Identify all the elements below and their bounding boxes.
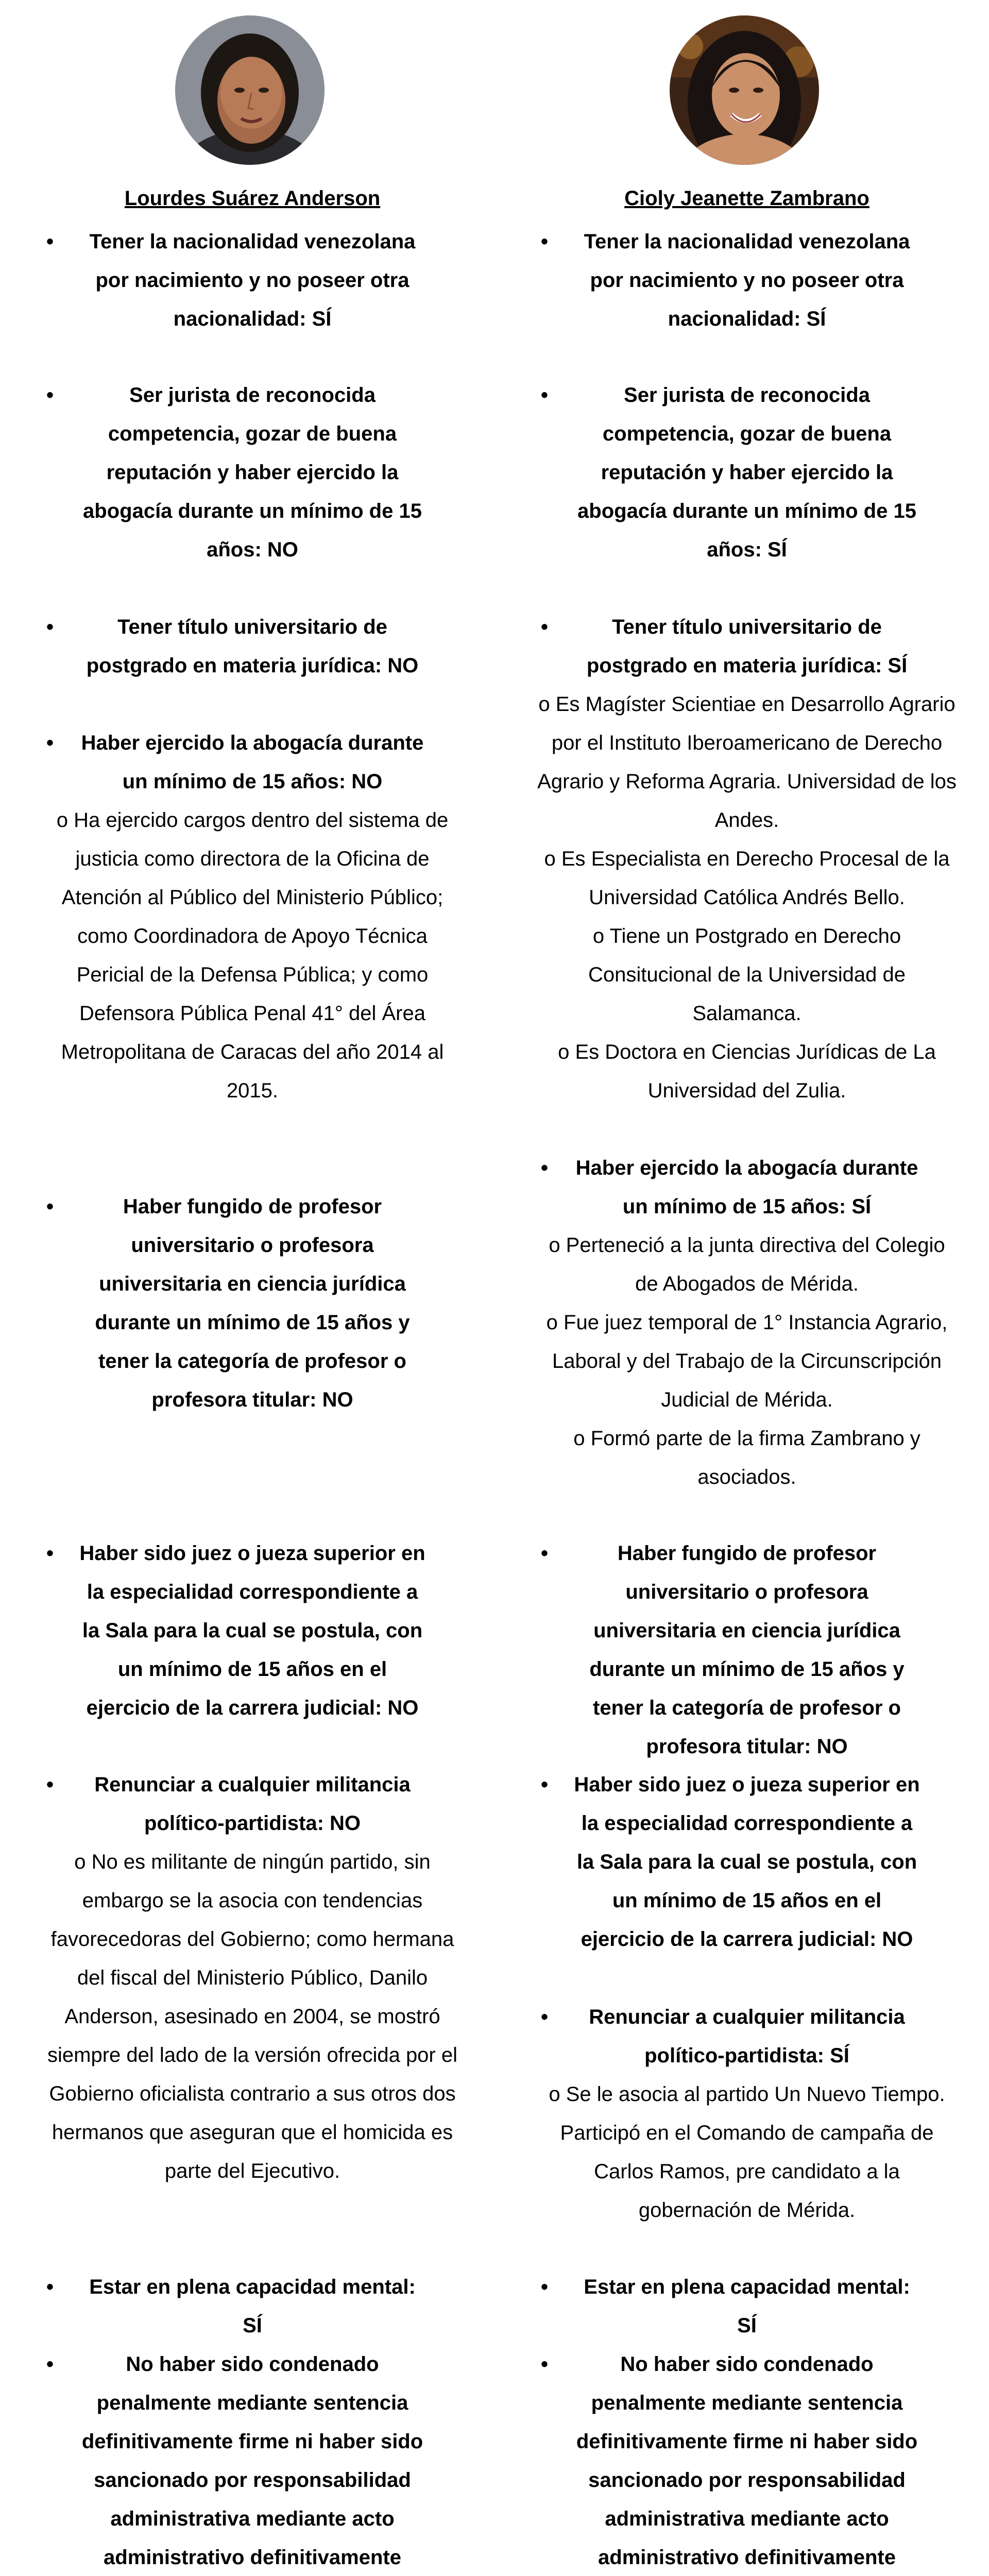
bullet-icon: • <box>541 616 549 638</box>
requirement-item <box>536 376 958 569</box>
bullet-icon: • <box>46 384 54 406</box>
requirement-text: Haber fungido de profesor universitario o profesora universitaria en ciencia jurídica durante un mínimo de 15 años y tener la categoría de profesor o profesora titular: NO <box>589 1542 905 1758</box>
requirement-text: Estar en plena capacidad mental: SÍ <box>89 2276 416 2337</box>
requirement-item <box>536 2345 958 2576</box>
requirement-block <box>41 1188 464 1419</box>
requirement-item <box>41 223 464 338</box>
bullet-icon: • <box>541 230 549 253</box>
requirement-item <box>536 2268 958 2345</box>
bullet-icon: • <box>541 1542 549 1565</box>
requirement-item <box>536 1534 958 1766</box>
requirement-block <box>41 1766 464 2191</box>
avatar-cioly-zambrano <box>670 15 819 165</box>
candidate-name: Cioly Jeanette Zambrano <box>624 187 869 210</box>
bullet-icon: • <box>46 230 54 253</box>
requirement-item <box>41 724 464 801</box>
requirement-text: Tener título universitario de postgrado en materia jurídica: SÍ <box>586 616 908 677</box>
requirement-item <box>41 2345 464 2576</box>
requirement-item <box>536 1766 958 1959</box>
requirement-text: Haber ejercido la abogacía durante un mínimo de 15 años: NO <box>81 732 424 793</box>
bullet-icon: • <box>46 1542 54 1565</box>
requirement-block <box>536 1149 958 1497</box>
detail-item: o Fue juez temporal de 1° Instancia Agrario, Laboral y del Trabajo de la Circunscripción Judicial de Mérida. <box>546 1311 948 1411</box>
requirement-block <box>41 376 464 569</box>
bullet-icon: • <box>46 2353 54 2376</box>
bullet-icon: • <box>46 1773 54 1796</box>
avatar-lourdes-suarez <box>175 15 325 165</box>
detail-item: o Es Especialista en Derecho Procesal de la Universidad Católica Andrés Bello. <box>544 848 950 909</box>
requirement-text: Tener la nacionalidad venezolana por nacimiento y no poseer otra nacionalidad: SÍ <box>89 230 416 330</box>
bullet-icon: • <box>541 2006 549 2028</box>
requirement-item <box>41 376 464 569</box>
requirement-text: Estar en plena capacidad mental: SÍ <box>584 2276 910 2337</box>
requirement-text: Haber sido juez o jueza superior en la especialidad correspondiente a la Sala para la cual se postula, con un mínimo de 15 años en el ejercicio de la carrera judicial: NO <box>574 1773 920 1951</box>
requirement-block <box>536 1998 958 2230</box>
requirement-block <box>536 2345 958 2576</box>
requirement-block <box>536 2268 958 2345</box>
requirement-block <box>536 1534 958 1766</box>
detail-item: o Perteneció a la junta directiva del Colegio de Abogados de Mérida. <box>549 1234 945 1295</box>
requirement-text: Renunciar a cualquier militancia político-partidista: NO <box>94 1773 411 1835</box>
bullet-icon: • <box>46 616 54 638</box>
requirement-item <box>41 1188 464 1419</box>
bullet-icon: • <box>541 384 549 406</box>
bullet-icon: • <box>541 1773 549 1796</box>
requirement-item <box>41 608 464 685</box>
requirement-block <box>536 376 958 569</box>
requirement-text: Tener la nacionalidad venezolana por nacimiento y no poseer otra nacionalidad: SÍ <box>584 230 910 330</box>
requirement-block <box>41 2345 464 2576</box>
detail-item: o Es Magíster Scientiae en Desarrollo Agrario por el Instituto Iberoamericano de Derecho Agrario y Reforma Agraria. Universidad de los Andes. <box>537 693 957 832</box>
bullet-icon: • <box>46 2276 54 2298</box>
requirement-text: Tener título universitario de postgrado en materia jurídica: NO <box>86 616 419 677</box>
requirement-item <box>536 223 958 338</box>
requirement-text: No haber sido condenado penalmente mediante sentencia definitivamente firme ni haber sido sancionado por responsabilidad administrativa mediante acto administrativo definitivamente <box>81 2353 423 2569</box>
bullet-icon: • <box>46 1195 54 1218</box>
requirement-item <box>41 2268 464 2345</box>
requirement-text: Renunciar a cualquier militancia político-partidista: SÍ <box>589 2006 905 2067</box>
requirement-text: No haber sido condenado penalmente mediante sentencia definitivamente firme ni haber sido sancionado por responsabilidad administrativa mediante acto administrativo definitivamente <box>576 2353 918 2569</box>
requirement-block <box>41 2268 464 2345</box>
detail-item: o Ha ejercido cargos dentro del sistema de justicia como directora de la Oficina de Atención al Público del Ministerio Público; como Coordinadora de Apoyo Técnica Pericial de la Defensa Pública; y como Defensora Pública Penal 41° del Área Metropolitana de Caracas del año 2014 al 2015. <box>56 809 449 1102</box>
detail-item: o Formó parte de la firma Zambrano y asociados. <box>573 1427 920 1488</box>
bullet-icon: • <box>46 732 54 754</box>
requirement-block <box>41 223 464 338</box>
requirement-item <box>41 1766 464 1843</box>
bullet-icon: • <box>541 2353 549 2376</box>
detail-item: o Es Doctora en Ciencias Jurídicas de La Universidad del Zulia. <box>558 1041 936 1102</box>
requirement-item <box>536 1998 958 2075</box>
requirement-item <box>41 1534 464 1727</box>
requirement-text: Haber sido juez o jueza superior en la especialidad correspondiente a la Sala para la cual se postula, con un mínimo de 15 años en el ejercicio de la carrera judicial: NO <box>79 1542 425 1719</box>
requirement-block <box>41 608 464 685</box>
requirement-text: Ser jurista de reconocida competencia, gozar de buena reputación y haber ejercido la abogacía durante un mínimo de 15 años: SÍ <box>577 384 916 561</box>
requirement-block <box>536 608 958 1110</box>
requirement-block <box>41 724 464 1110</box>
requirement-item <box>536 1149 958 1226</box>
detail-item: o No es militante de ningún partido, sin embargo se la asocia con tendencias favorecedoras del Gobierno; como hermana del fiscal del Ministerio Público, Danilo Anderson, asesinado en 2004, se mostró siempre del lado de la versión ofrecida por el Gobierno oficialista contrario a sus otros dos hermanos que aseguran que el homicida es parte del Ejecutivo. <box>47 1851 457 2182</box>
requirement-text: Ser jurista de reconocida competencia, gozar de buena reputación y haber ejercido la abogacía durante un mínimo de 15 años: NO <box>83 384 422 561</box>
requirement-block <box>536 223 958 338</box>
requirement-text: Haber ejercido la abogacía durante un mínimo de 15 años: SÍ <box>575 1157 918 1218</box>
requirement-block <box>41 1534 464 1727</box>
bullet-icon: • <box>541 1157 549 1179</box>
requirement-item <box>536 608 958 685</box>
detail-item: o Tiene un Postgrado en Derecho Consitucional de la Universidad de Salamanca. <box>588 925 906 1025</box>
requirement-text: Haber fungido de profesor universitario o profesora universitaria en ciencia jurídica durante un mínimo de 15 años y tener la categoría de profesor o profesora titular: NO <box>95 1195 410 1411</box>
candidate-name: Lourdes Suárez Anderson <box>124 187 381 210</box>
detail-item: o Se le asocia al partido Un Nuevo Tiempo. Participó en el Comando de campaña de Carlos Ramos, pre candidato a la gobernación de Mérida. <box>549 2083 945 2222</box>
bullet-icon: • <box>541 2276 549 2298</box>
requirement-block <box>536 1766 958 1959</box>
